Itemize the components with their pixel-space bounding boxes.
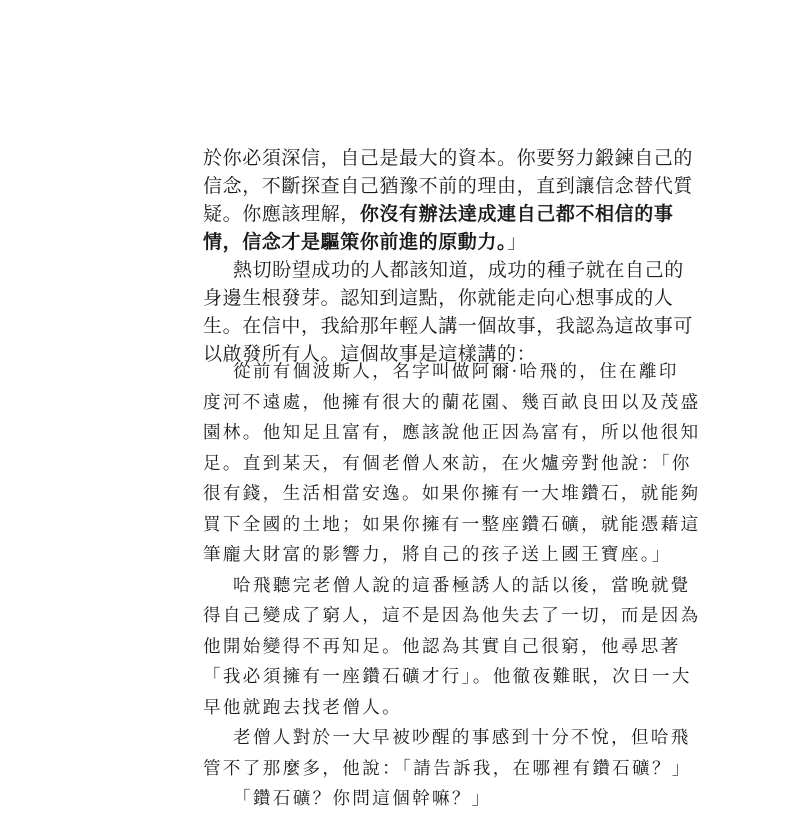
text-line: 身邊生根發芽。認知到這點，你就能走向心想事成的人 — [203, 287, 674, 309]
story-line: 足。直到某天，有個老僧人來訪，在火爐旁對他說：「你 — [203, 453, 692, 474]
text-line: 熱切盼望成功的人都該知道，成功的種子就在自己的 — [233, 259, 684, 281]
text-line — [203, 200, 674, 228]
story-line: 管不了那麼多，他說：「請告訴我，在哪裡有鑽石礦？」 — [203, 758, 692, 779]
story-line: 筆龐大財富的影響力，將自己的孩子送上國王寶座。」 — [203, 545, 672, 565]
story-line: 得自己變成了窮人，這不是因為他失去了一切，而是因為 — [203, 606, 701, 626]
story-line: 「我必須擁有一座鑽石礦才行」。他徹夜難眠，次日一大 — [203, 667, 692, 687]
body-text-upper — [203, 144, 694, 368]
story-line: 「鑽石礦？你問這個幹嘛？」 — [233, 789, 492, 809]
text-segment: 疑。你應該理解， — [203, 203, 360, 225]
story-line: 度河不遠處，他擁有很大的蘭花園、幾百畝良田以及茂盛 — [203, 392, 701, 413]
text-line: 信念，不斷探查自己猶豫不前的理由，直到讓信念替代質 — [203, 175, 694, 197]
story-text — [203, 357, 701, 815]
text-line: 生。在信中，我給那年輕人講一個故事，我認為這故事可 — [203, 315, 694, 337]
story-line: 園林。他知足且富有，應該說他正因為富有，所以他很知 — [203, 423, 701, 443]
text-line: 於你必須深信，自己是最大的資本。你要努力鍛鍊自己的 — [203, 147, 694, 169]
bold-text-segment: 情，信念才是驅策你前進的原動力。 — [203, 231, 508, 253]
story-line: 他開始變得不再知足。他認為其實自己很窮，他尋思著 — [203, 636, 681, 657]
story-line: 從前有個波斯人，名字叫做阿爾·哈飛的，住在離印 — [233, 362, 679, 382]
story-line: 買下全國的土地；如果你擁有一整座鑽石礦，就能憑藉這 — [203, 514, 701, 535]
story-line: 哈飛聽完老僧人說的這番極誘人的話以後，當晚就覺 — [233, 575, 691, 596]
text-line: 以啟發所有人。這個故事是這樣講的： — [203, 343, 537, 365]
text-segment: 」 — [507, 231, 527, 253]
story-line: 老僧人對於一大早被吵醒的事感到十分不悅，但哈飛 — [233, 728, 691, 748]
bold-text-segment: 你沒有辦法達成連自己都不相信的事 — [359, 203, 674, 225]
text-line — [203, 228, 603, 256]
story-line: 早他就跑去找老僧人。 — [203, 697, 402, 718]
story-line: 很有錢，生活相當安逸。如果你擁有一大堆鑽石，就能夠 — [203, 484, 701, 504]
